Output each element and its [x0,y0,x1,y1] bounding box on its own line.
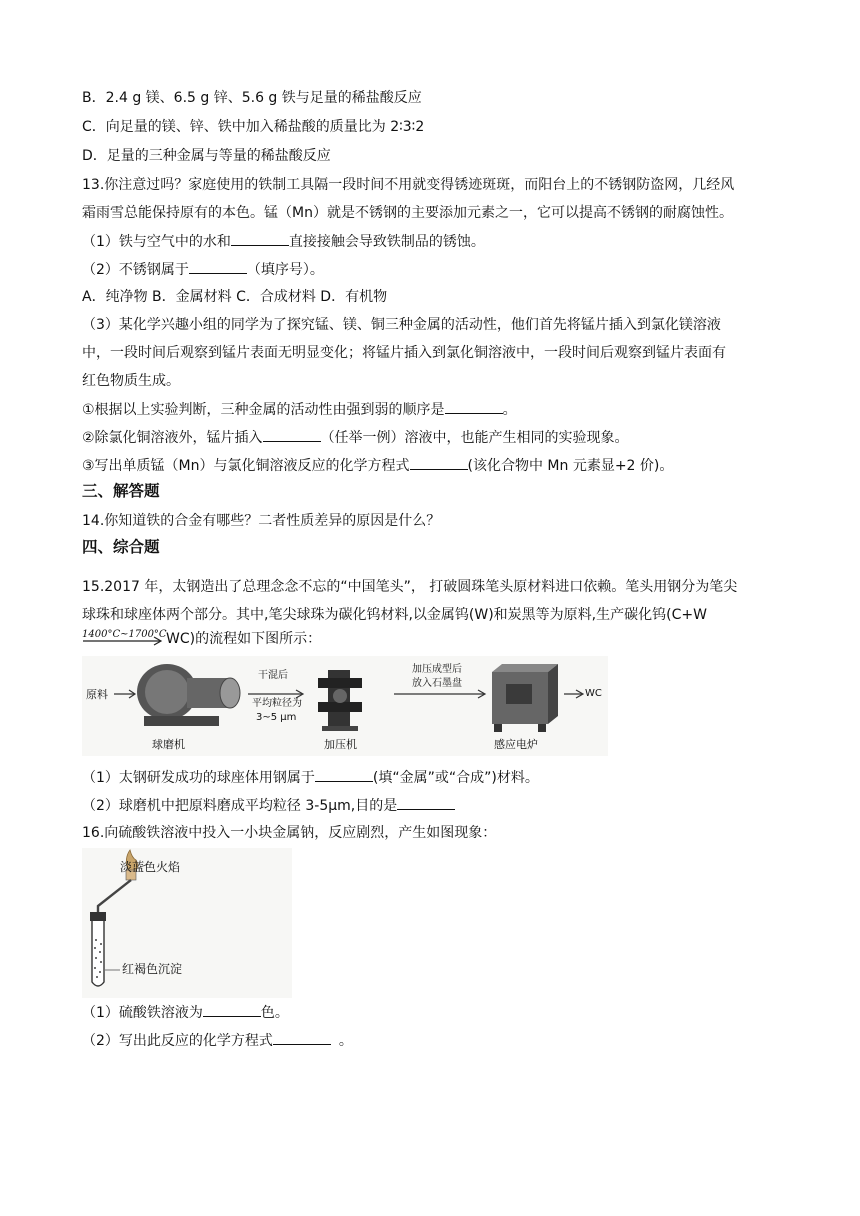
q13-sub1-text-b: 。 [502,402,517,418]
reaction-arrow-icon [82,629,166,649]
q13-sub2 [82,427,629,448]
q13-part2-text-b: （填序号）。 [246,262,324,278]
q15-reaction-line [82,629,321,649]
q16-part2 [82,1030,353,1051]
q13-sub3-text-b: (该化合物中 Mn 元素显+2 价)。 [467,458,674,474]
q16-part1 [82,1002,289,1023]
q14-stem: 14.你知道铁的合金有哪些？二者性质差异的原因是什么？ [82,513,441,529]
q13-options: A．纯净物 B．金属材料 C．合成材料 D．有机物 [82,289,388,305]
ball-mill-label: 球磨机 [152,738,185,751]
press-machine-label: 加压机 [324,738,357,751]
q12-option-d: D．足量的三种金属与等量的稀盐酸反应 [82,148,331,164]
q13-sub2-text-b: （任举一例）溶液中，也能产生相同的实验现象。 [320,430,629,446]
q13-sub1 [82,399,517,420]
test-tube-figure [82,848,292,998]
q13-part1-text-a: （1）铁与空气中的水和 [82,234,231,250]
answer-blank[interactable] [231,231,289,246]
q15-stem-line3: WC)的流程如下图所示： [166,631,322,647]
q12-option-c: C．向足量的镁、锌、铁中加入稀盐酸的质量比为 2∶3∶2 [82,119,425,135]
answer-blank[interactable] [315,767,373,782]
answer-blank[interactable] [189,259,247,274]
q13-part1-text-b: 直接接触会导致铁制品的锈蚀。 [288,234,485,250]
induction-furnace-icon [492,664,558,732]
answer-blank[interactable] [445,399,503,414]
press-machine-icon [318,670,362,731]
ball-mill-icon [137,664,240,726]
answer-blank[interactable] [263,427,321,442]
q15-part2 [82,795,455,816]
flow-arrow2-label-1: 加压成型后 [412,664,462,675]
q16-part2-text-b: 。 [338,1033,353,1049]
test-tube-graphic [82,848,292,998]
q13-sub3-text-a: ③写出单质锰（Mn）与氯化铜溶液反应的化学方程式 [82,458,410,474]
q12-option-b: B．2.4 g 镁、6.5 g 锌、5.6 g 铁与足量的稀盐酸反应 [82,90,422,106]
answer-blank[interactable] [410,455,468,470]
q15-stem-line2: 球珠和球座体两个部分。其中,笔尖球珠为碳化钨材料,以金属钨(W)和炭黑等为原料,生产碳化钨(C+W [82,607,707,623]
flow-arrow1-label-2: 平均粒径为 [252,698,302,709]
precipitate-label: 红褐色沉淀 [122,962,183,976]
q13-part3-line1: （3）某化学兴趣小组的同学为了探究锰、镁、铜三种金属的活动性，他们首先将锰片插入到氯化镁溶液 [82,317,721,333]
flow-arrow1-label-3: 3~5 μm [256,712,297,723]
answer-blank[interactable] [397,795,455,810]
q13-part2 [82,259,324,280]
flow-input-label: 原料 [86,688,108,701]
flow-output-label: WC [585,688,602,699]
q13-stem-line1: 13.你注意过吗？家庭使用的铁制工具隔一段时间不用就变得锈迹斑斑，而阳台上的不锈钢防盗网，几经风 [82,177,735,193]
answer-blank[interactable] [203,1002,261,1017]
section-heading-3: 三、解答题 [82,482,160,500]
q13-part1 [82,231,485,252]
q13-sub2-text-a: ②除氯化铜溶液外，锰片插入 [82,430,263,446]
q13-sub3 [82,455,673,476]
flow-arrow1-label-1: 干混后 [258,670,288,681]
flow-arrow2-label-2: 放入石墨盘 [412,678,462,689]
q13-part3-line2: 中，一段时间后观察到锰片表面无明显变化；将锰片插入到氯化铜溶液中，一段时间后观察到锰片表面有 [82,345,726,361]
q15-stem-line1: 15.2017 年，太钢造出了总理念念不忘的“中国笔头”， 打破圆珠笔头原材料进口依赖。笔头用钢分为笔尖 [82,579,738,595]
section-heading-4: 四、综合题 [82,538,160,556]
flame-label: 淡蓝色火焰 [120,860,181,874]
reaction-arrow [82,629,166,649]
q16-part1-text-a: （1）硫酸铁溶液为 [82,1005,203,1021]
q13-stem-line2: 霜雨雪总能保持原有的本色。锰（Mn）就是不锈钢的主要添加元素之一，它可以提高不锈钢的耐腐蚀性。 [82,205,733,221]
induction-furnace-label: 感应电炉 [494,738,538,751]
q16-stem: 16.向硫酸铁溶液中投入一小块金属钠，反应剧烈，产生如图现象： [82,825,497,841]
q15-part2-text-a: （2）球磨机中把原料磨成平均粒径 3-5μm,目的是 [82,798,398,814]
reaction-condition: 1400°C~1700°C [82,629,167,640]
q16-part2-text-a: （2）写出此反应的化学方程式 [82,1033,273,1049]
answer-blank[interactable] [273,1030,331,1045]
q13-part2-text-a: （2）不锈钢属于 [82,262,189,278]
q13-sub1-text-a: ①根据以上实验判断，三种金属的活动性由强到弱的顺序是 [82,402,445,418]
q13-part3-line3: 红色物质生成。 [82,373,180,389]
q15-part1-text-b: (填“金属”或“合成”)材料。 [372,770,539,786]
production-flow-diagram [82,656,608,756]
q16-part1-text-b: 色。 [260,1005,289,1021]
q15-part1 [82,767,539,788]
q15-part1-text-a: （1）太钢研发成功的球座体用钢属于 [82,770,315,786]
